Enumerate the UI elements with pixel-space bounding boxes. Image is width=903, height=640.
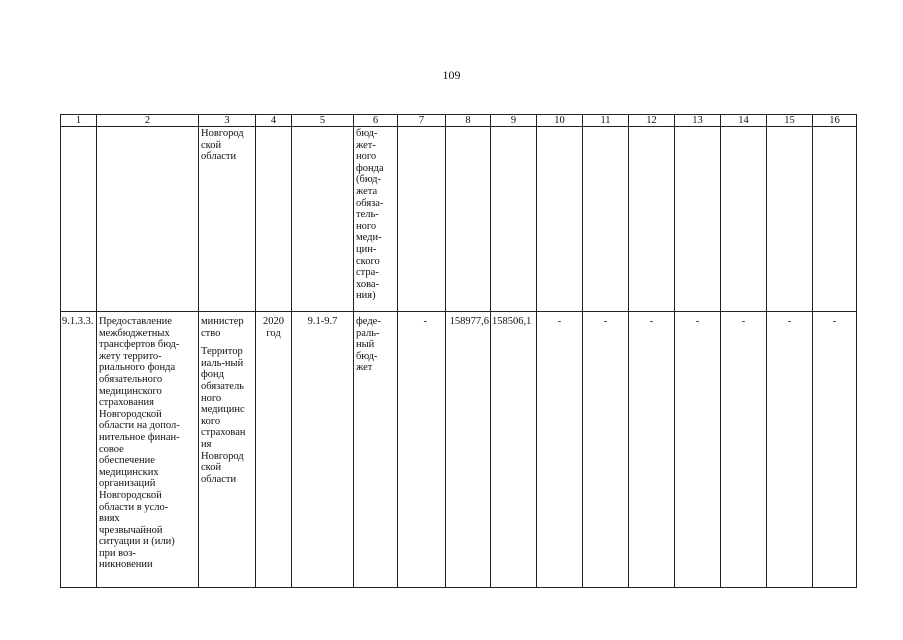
column-header: 16 <box>813 115 857 127</box>
value-cell <box>491 127 537 312</box>
text-line: трансфертов бюд- <box>99 339 180 351</box>
column-header: 14 <box>721 115 767 127</box>
text-line: никновении <box>99 559 153 571</box>
text-line: ситуации и (или) <box>99 536 175 548</box>
column-header: 8 <box>446 115 491 127</box>
text-line: ного <box>201 392 222 404</box>
text-line: обеспечение <box>99 455 155 467</box>
value-cell <box>398 127 446 312</box>
value-cell: - <box>767 312 813 588</box>
value-cell: - <box>398 312 446 588</box>
text-line: обязательного <box>99 373 163 385</box>
funding-source-cell <box>354 127 398 312</box>
column-header: 1 <box>61 115 97 127</box>
text-line: обязатель <box>201 380 244 392</box>
value-cell: - <box>583 312 629 588</box>
value-cell: - <box>721 312 767 588</box>
page-number: 109 <box>442 68 461 82</box>
text-line: хова- <box>356 278 380 290</box>
text-line: фонд <box>201 369 225 381</box>
column-header: 11 <box>583 115 629 127</box>
value-cell: - <box>813 312 857 588</box>
text-line: год <box>266 327 281 339</box>
column-number-row <box>61 115 857 127</box>
text-line: ской <box>201 139 222 151</box>
value-cell <box>446 127 491 312</box>
value-cell: - <box>675 312 721 588</box>
text-line: страхования <box>99 397 154 409</box>
text-line: министер <box>201 316 244 327</box>
value-cell: 158506,1 <box>491 312 537 588</box>
target-cell <box>292 127 354 312</box>
value-cell: 158977,6 <box>446 312 491 588</box>
text-line: Предоставление <box>99 316 172 327</box>
text-line: фонда <box>356 162 384 174</box>
row-number-cell: 9.1.3.3. <box>61 312 97 588</box>
text-line: страхован <box>201 427 246 439</box>
text-line: при воз- <box>99 547 136 559</box>
description-cell <box>97 127 199 312</box>
period-text <box>258 316 289 339</box>
text-line: ния) <box>356 290 376 302</box>
text-line: бюд- <box>356 128 378 139</box>
value-cell <box>675 127 721 312</box>
executor-text <box>201 128 253 163</box>
description-cell <box>97 312 199 588</box>
text-line: раль- <box>356 327 380 339</box>
text-line: меди- <box>356 232 382 244</box>
value-cell <box>721 127 767 312</box>
text-line: 2020 <box>263 316 284 327</box>
description-text <box>99 316 196 571</box>
text-line: области <box>201 151 237 163</box>
text-line: совое <box>99 443 124 455</box>
column-header: 7 <box>398 115 446 127</box>
column-header: 12 <box>629 115 675 127</box>
value-cell <box>767 127 813 312</box>
column-header: 6 <box>354 115 398 127</box>
text-line: ного <box>356 151 377 163</box>
period-cell <box>256 127 292 312</box>
column-header: 3 <box>199 115 256 127</box>
text-line: области в усло- <box>99 501 169 513</box>
text-line: жет <box>356 362 373 374</box>
text-line: медицинского <box>99 385 162 397</box>
column-header: 5 <box>292 115 354 127</box>
text-line: чрезвычайной <box>99 524 163 536</box>
column-header: 9 <box>491 115 537 127</box>
text-line: ство <box>201 327 221 339</box>
text-line: ия <box>201 438 212 450</box>
value-cell: - <box>537 312 583 588</box>
text-line: ского <box>356 255 380 267</box>
text-line: медицинс <box>201 404 245 416</box>
column-header: 13 <box>675 115 721 127</box>
target-cell: 9.1-9.7 <box>292 312 354 588</box>
text-line: жету террито- <box>99 350 162 362</box>
value-cell <box>629 127 675 312</box>
text-line: области на допол- <box>99 420 180 432</box>
column-header: 2 <box>97 115 199 127</box>
funding-source-text <box>356 316 395 374</box>
text-line: нительное финан- <box>99 431 180 443</box>
text-line: Новгород <box>201 450 244 462</box>
text-line: (бюд- <box>356 174 381 186</box>
executor-text-ministry <box>201 316 253 339</box>
executor-text-fund <box>201 346 253 485</box>
text-line: жет- <box>356 139 376 151</box>
text-line: иаль-ный <box>201 357 244 369</box>
text-line: тель- <box>356 209 379 221</box>
value-cell: - <box>629 312 675 588</box>
text-line: ного <box>356 220 377 232</box>
text-line: Территор <box>201 346 243 358</box>
table-row <box>61 312 857 588</box>
program-table <box>60 114 857 588</box>
executor-cell <box>199 127 256 312</box>
column-header: 15 <box>767 115 813 127</box>
column-header: 10 <box>537 115 583 127</box>
text-line: виях <box>99 513 120 525</box>
text-line: межбюджетных <box>99 327 170 339</box>
text-line: Новгород <box>201 128 244 139</box>
row-number-cell <box>61 127 97 312</box>
value-cell <box>583 127 629 312</box>
executor-cell <box>199 312 256 588</box>
text-line: ный <box>356 339 375 351</box>
period-cell <box>256 312 292 588</box>
value-cell <box>813 127 857 312</box>
text-line: обяза- <box>356 197 384 209</box>
text-line: ской <box>201 462 222 474</box>
funding-source-text <box>356 128 395 302</box>
text-line: медицинских <box>99 466 159 478</box>
column-header: 4 <box>256 115 292 127</box>
text-line: Новгородской <box>99 489 162 501</box>
text-line: кого <box>201 415 221 427</box>
text-line: риального фонда <box>99 362 176 374</box>
text-line: Новгородской <box>99 408 162 420</box>
text-line: цин- <box>356 243 377 255</box>
table-row <box>61 127 857 312</box>
text-line: феде- <box>356 316 381 327</box>
value-cell <box>537 127 583 312</box>
text-line: бюд- <box>356 350 378 362</box>
text-line: жета <box>356 185 378 197</box>
text-line: стра- <box>356 267 379 279</box>
text-line: организаций <box>99 478 156 490</box>
text-line: области <box>201 473 237 485</box>
funding-source-cell <box>354 312 398 588</box>
